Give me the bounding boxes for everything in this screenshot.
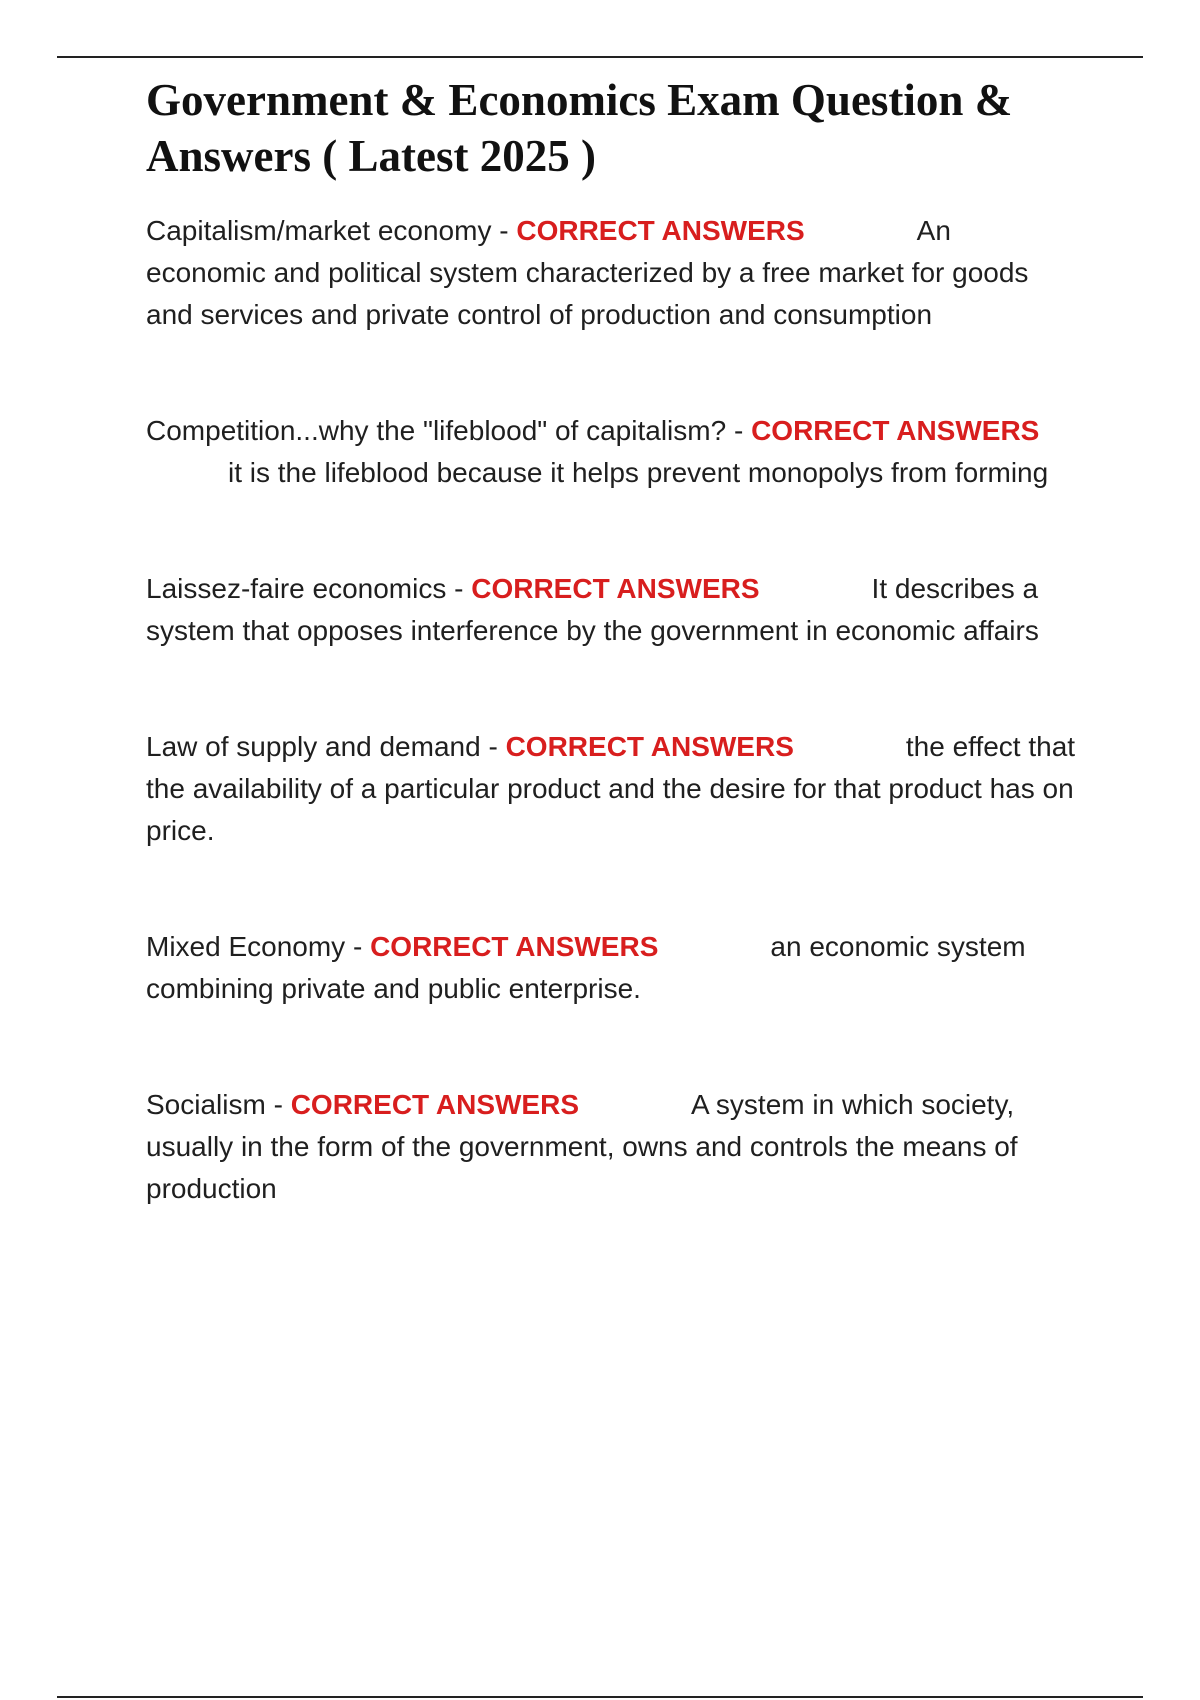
correct-answers-label: CORRECT ANSWERS	[471, 573, 760, 604]
answer-text: A system in which society, usually in the form of the government, owns and controls the means of production	[146, 1089, 1018, 1204]
separator: -	[491, 215, 517, 246]
separator: -	[480, 731, 506, 762]
answer-text: an economic system combining private and public enterprise.	[146, 931, 1026, 1004]
qa-item-laissez-faire	[146, 568, 1076, 652]
qa-item-capitalism	[146, 210, 1076, 336]
top-divider	[57, 56, 1143, 58]
question-term: Capitalism/market economy	[146, 215, 492, 246]
question-term: Socialism	[146, 1089, 266, 1120]
qa-item-mixed-economy	[146, 926, 1076, 1010]
answer-text: the effect that the availability of a particular product and the desire for that product has on price.	[146, 731, 1076, 846]
question-term: Competition...why the "lifeblood" of capitalism?	[146, 415, 727, 446]
answer-text: it is the lifeblood because it helps prevent monopolys from forming	[228, 457, 1049, 488]
correct-answers-label: CORRECT ANSWERS	[290, 1089, 580, 1120]
correct-answers-label: CORRECT ANSWERS	[751, 415, 1040, 446]
bottom-divider	[57, 1696, 1143, 1698]
separator: -	[446, 573, 472, 604]
correct-answers-label: CORRECT ANSWERS	[505, 731, 794, 762]
qa-item-socialism	[146, 1084, 1076, 1210]
separator: -	[345, 931, 371, 962]
qa-item-competition	[146, 410, 1076, 494]
question-term: Mixed Economy	[146, 931, 346, 962]
correct-answers-label: CORRECT ANSWERS	[370, 931, 659, 962]
qa-item-supply-demand	[146, 726, 1076, 852]
separator: -	[265, 1089, 291, 1120]
qa-list	[146, 210, 1076, 1284]
page-title: Government & Economics Exam Question & Answers ( Latest 2025 )	[146, 75, 1013, 181]
correct-answers-label: CORRECT ANSWERS	[516, 215, 805, 246]
separator: -	[726, 415, 752, 446]
answer-text: An economic and political system characterized by a free market for goods and services and private control of production and consumption	[146, 215, 1029, 330]
answer-text: It describes a system that opposes interference by the government in economic affairs	[146, 573, 1039, 646]
question-term: Laissez-faire economics	[146, 573, 447, 604]
question-term: Law of supply and demand	[146, 731, 481, 762]
